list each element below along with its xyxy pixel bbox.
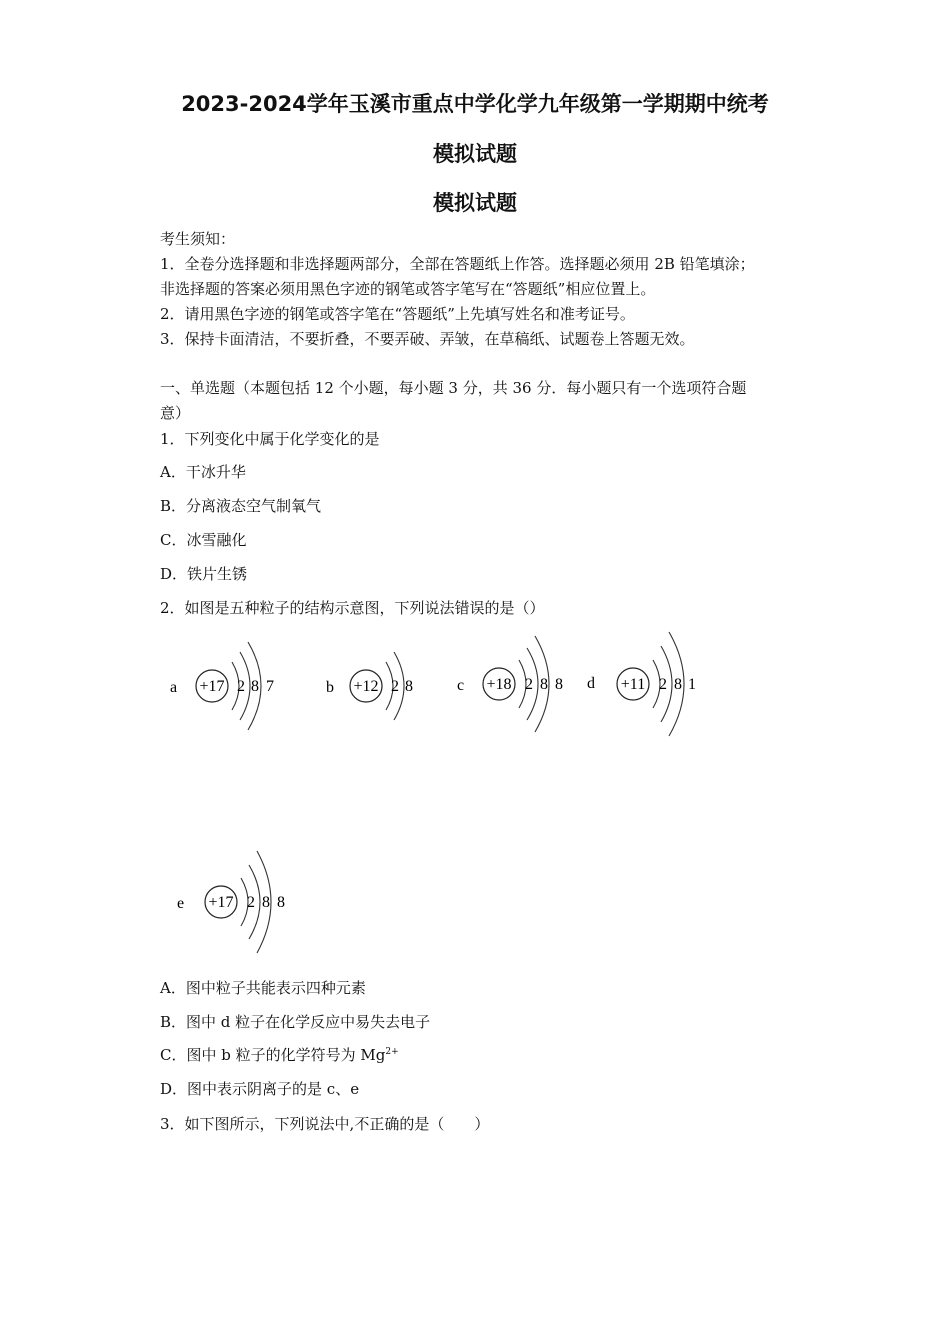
question-1-option-c: C．冰雪融化 [160, 531, 247, 549]
electron-count: 8 [540, 676, 548, 693]
particle-label: a [170, 679, 178, 696]
question-2-option-b: B．图中 d 粒子在化学反应中易失去电子 [160, 1013, 431, 1031]
notice-heading: 考生须知： [160, 230, 236, 248]
particle-label: c [457, 677, 465, 694]
electron-count: 8 [262, 894, 270, 911]
question-1-option-a: A．干冰升华 [160, 463, 246, 481]
particle-label: d [587, 675, 595, 692]
electron-count: 8 [277, 894, 285, 911]
notice-item: 3．保持卡面清洁，不要折叠，不要弄破、弄皱，在草稿纸、试题卷上答题无效。 [160, 330, 695, 348]
question-2-option-c [160, 1044, 399, 1065]
question-2-option-c-text: C．图中 b 粒子的化学符号为 Mg [160, 1046, 386, 1064]
electron-count: 2 [659, 676, 667, 693]
section-heading-cont: 意） [160, 404, 191, 422]
particle-nucleus: +18 [486, 676, 512, 693]
charge-superscript: 2+ [385, 1047, 399, 1057]
question-1-option-d: D．铁片生锈 [160, 565, 248, 583]
notice-item: 1．全卷分选择题和非选择题两部分，全部在答题纸上作答。选择题必须用 2B 铅笔填涂； [160, 255, 755, 273]
particle-c-diagram [455, 622, 580, 741]
question-2-stem: 2．如图是五种粒子的结构示意图，下列说法错误的是（） [160, 599, 545, 617]
electron-count: 7 [266, 678, 274, 695]
question-2-option-d: D．图中表示阴离子的是 c、e [160, 1080, 360, 1098]
question-1-stem: 1．下列变化中属于化学变化的是 [160, 430, 380, 448]
electron-count: 8 [674, 676, 682, 693]
electron-count: 8 [555, 676, 563, 693]
notice-item: 2．请用黑色字迹的钢笔或答字笔在“答题纸”上先填写姓名和准考证号。 [160, 305, 635, 323]
question-1-option-b: B．分离液态空气制氧气 [160, 497, 322, 515]
electron-count: 2 [525, 676, 533, 693]
page-title: 2023-2024学年玉溪市重点中学化学九年级第一学期期中统考 [181, 92, 769, 116]
particle-label: b [326, 679, 334, 696]
particle-nucleus: +17 [208, 894, 234, 911]
page-subtitle: 模拟试题 [433, 142, 517, 166]
notice-item: 非选择题的答案必须用黑色字迹的钢笔或答字笔写在“答题纸”相应位置上。 [160, 280, 656, 298]
question-3-stem: 3．如下图所示，下列说法中,不正确的是（ ） [160, 1115, 490, 1133]
particle-nucleus: +12 [353, 678, 379, 695]
section-heading: 一、单选题（本题包括 12 个小题，每小题 3 分，共 36 分．每小题只有一个选项符合题 [160, 379, 747, 397]
electron-count: 2 [247, 894, 255, 911]
particle-nucleus: +11 [620, 676, 646, 693]
electron-count: 2 [237, 678, 245, 695]
page-subtitle-repeat: 模拟试题 [433, 191, 517, 215]
electron-count: 8 [405, 678, 413, 695]
particle-b-diagram [324, 630, 424, 744]
electron-count: 8 [251, 678, 259, 695]
electron-count: 2 [391, 678, 399, 695]
particle-nucleus: +17 [199, 678, 225, 695]
particle-a-diagram [168, 630, 288, 744]
particle-e-diagram [175, 845, 300, 964]
particle-label: e [177, 895, 185, 912]
electron-count: 1 [688, 676, 696, 693]
question-2-option-a: A．图中粒子共能表示四种元素 [160, 979, 366, 997]
particle-d-diagram [585, 622, 705, 744]
